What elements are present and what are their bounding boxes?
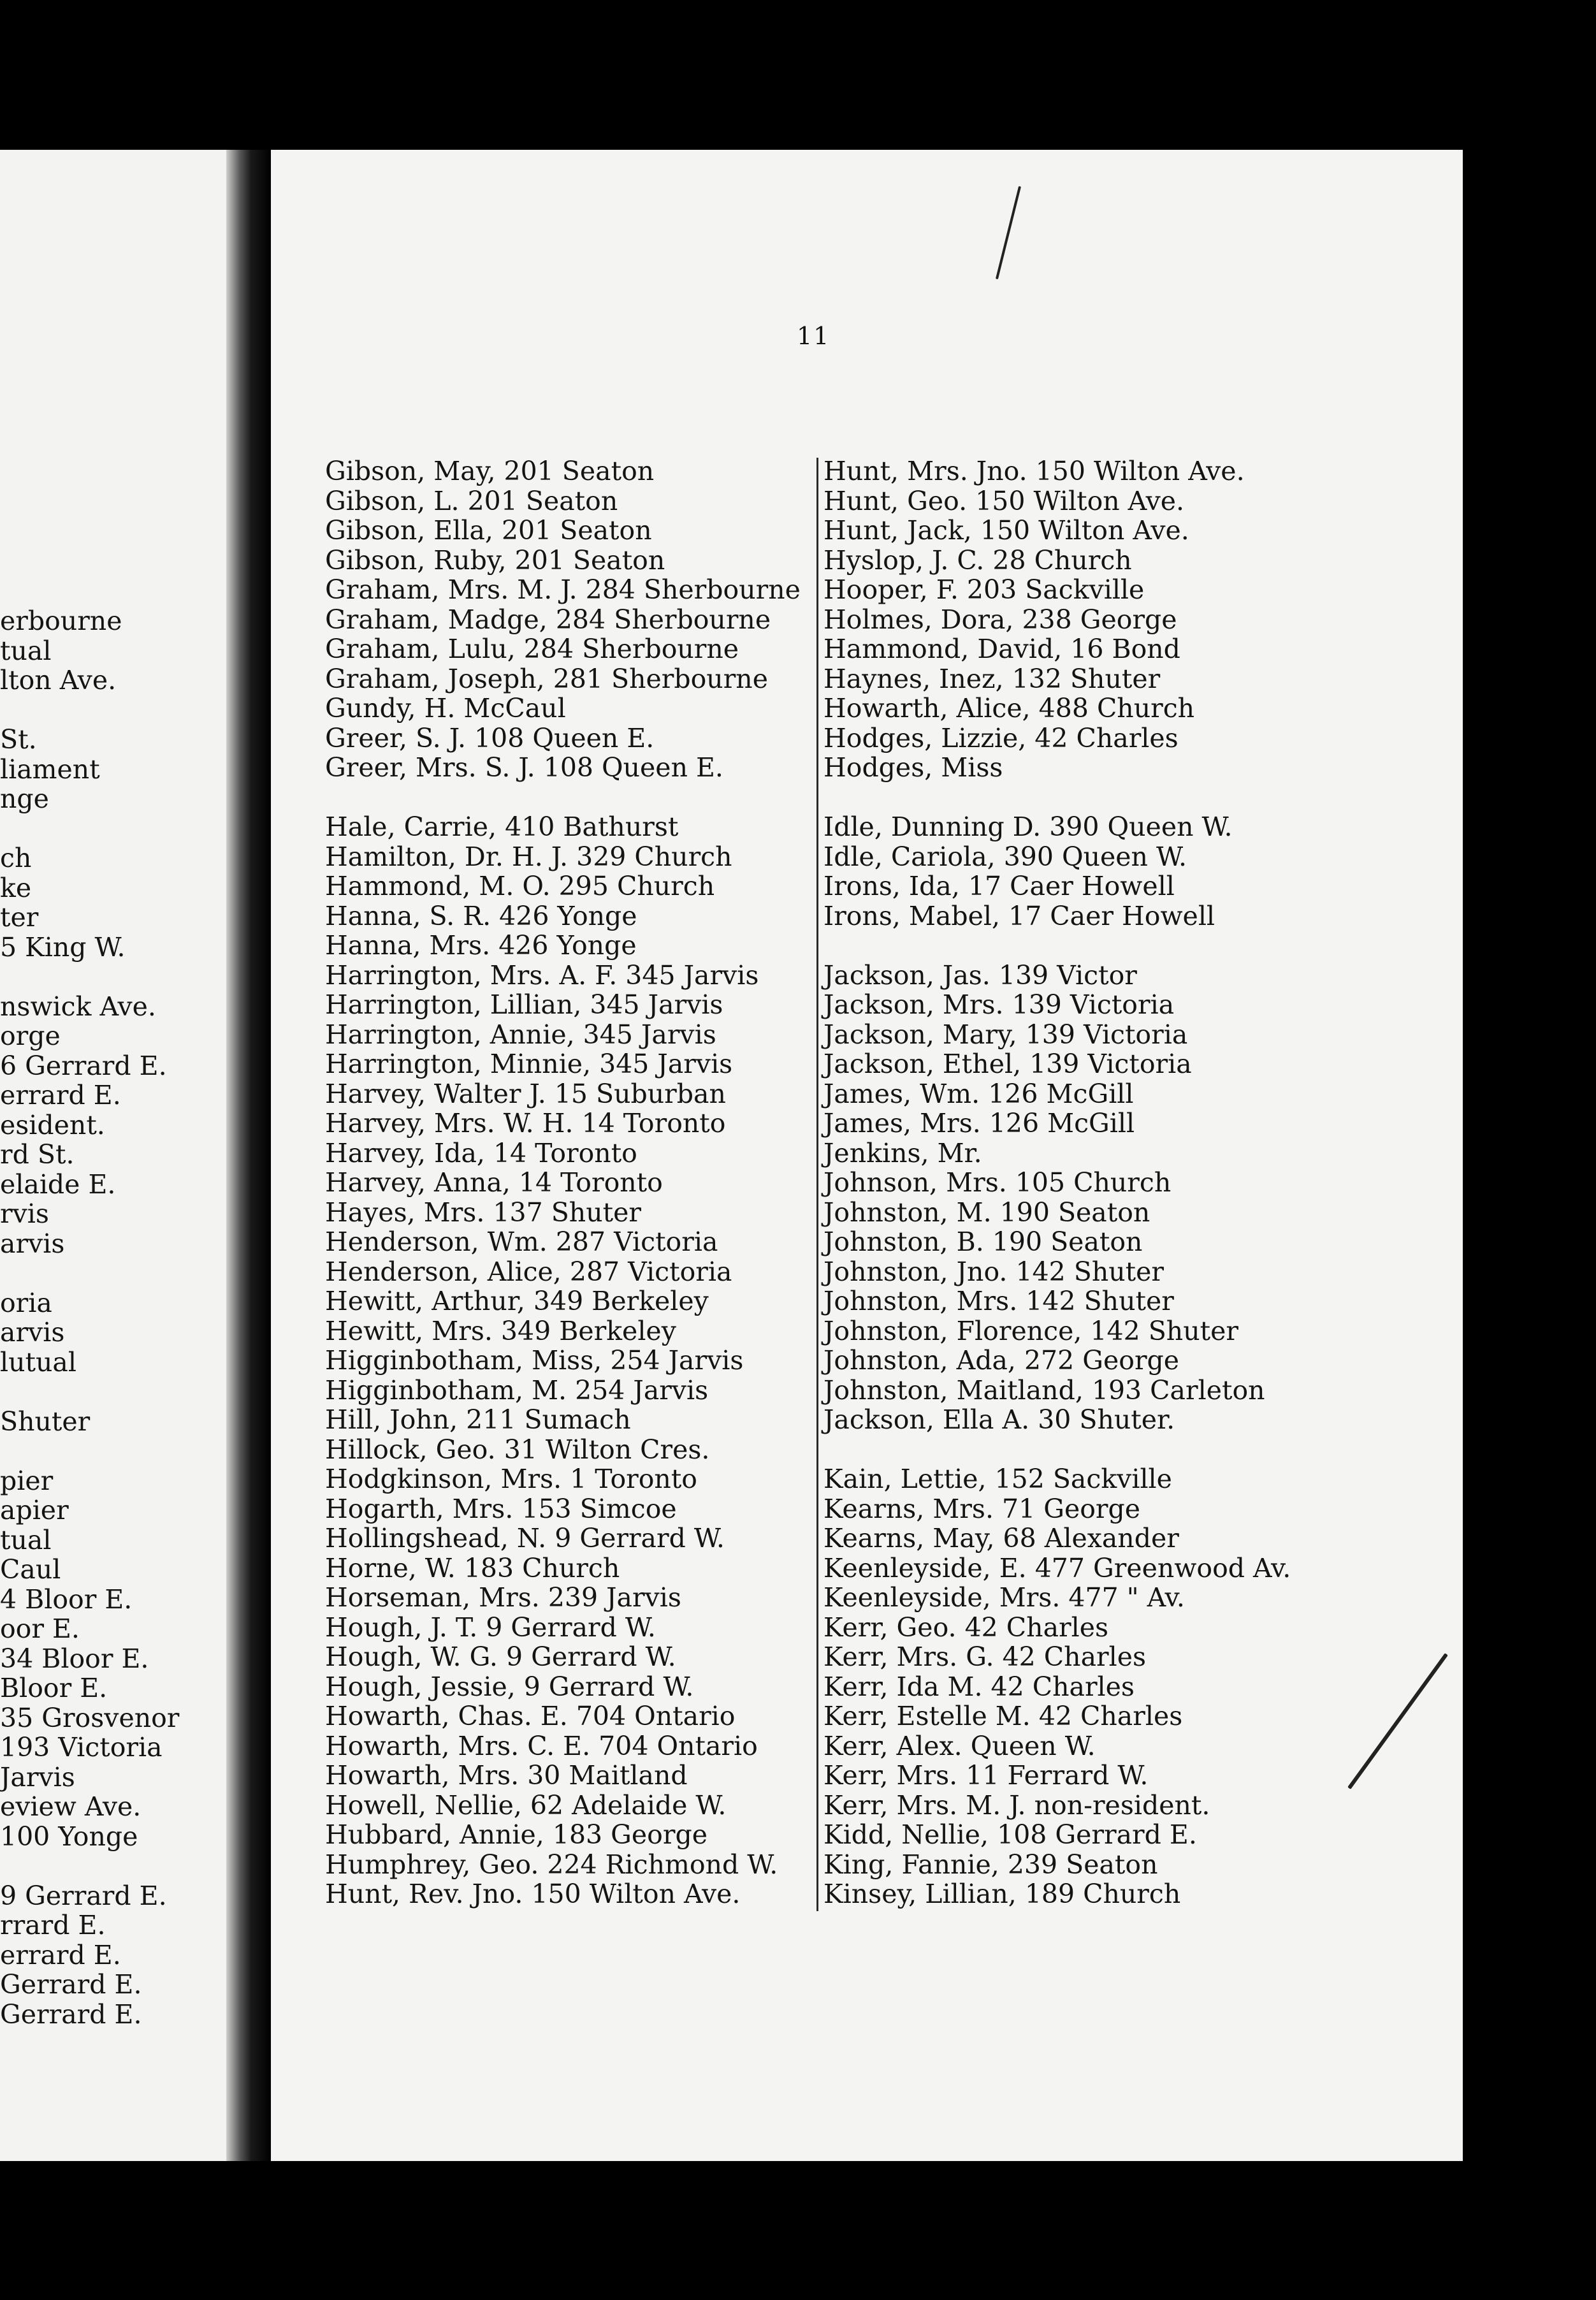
directory-entry: Kerr, Estelle M. 42 Charles <box>823 1701 1183 1731</box>
directory-entry: Harrington, Mrs. A. F. 345 Jarvis <box>325 959 759 991</box>
directory-entry: Bloor E. <box>0 1673 108 1703</box>
directory-entry: Idle, Cariola, 390 Queen W. <box>823 841 1187 872</box>
directory-entry: elaide E. <box>0 1168 116 1200</box>
directory-entry: Hale, Carrie, 410 Bathurst <box>325 812 679 842</box>
directory-entry: Hewitt, Mrs. 349 Berkeley <box>325 1315 676 1346</box>
directory-entry: Johnston, Maitland, 193 Carleton <box>823 1374 1265 1406</box>
directory-column-middle <box>325 456 809 1909</box>
directory-entry: Hewitt, Arthur, 349 Berkeley <box>325 1286 709 1316</box>
directory-entry: Gerrard E. <box>0 1998 142 2029</box>
directory-entry: Howell, Nellie, 62 Adelaide W. <box>325 1789 727 1821</box>
directory-entry: 9 Gerrard E. <box>0 1880 167 1911</box>
directory-entry: Greer, S. J. 108 Queen E. <box>325 722 655 753</box>
directory-entry: Hubbard, Annie, 183 George <box>325 1819 707 1850</box>
directory-entry: Johnston, Mrs. 142 Shuter <box>823 1286 1174 1316</box>
directory-entry: 193 Victoria <box>0 1732 163 1763</box>
left-page <box>0 150 250 2161</box>
book-gutter <box>226 150 271 2161</box>
directory-entry: Henderson, Wm. 287 Victoria <box>325 1226 718 1257</box>
left-page-fragment-column <box>0 606 250 2029</box>
directory-entry: Harvey, Ida, 14 Toronto <box>325 1137 637 1168</box>
entry-gap <box>0 1436 250 1466</box>
directory-entry: Jackson, Ella A. 30 Shuter. <box>823 1404 1175 1435</box>
directory-entry: Hodges, Miss <box>823 752 1003 783</box>
directory-entry: Kidd, Nellie, 108 Gerrard E. <box>823 1819 1197 1850</box>
directory-entry: 34 Bloor E. <box>0 1643 149 1674</box>
directory-entry: Hyslop, J. C. 28 Church <box>823 544 1132 576</box>
directory-entry: Holmes, Dora, 238 George <box>823 604 1177 635</box>
directory-entry: Graham, Madge, 284 Sherbourne <box>325 604 771 635</box>
directory-entry: Shuter <box>0 1406 91 1437</box>
directory-entry: Kearns, May, 68 Alexander <box>823 1523 1179 1554</box>
directory-entry: Keenleyside, E. 477 Greenwood Av. <box>823 1552 1291 1583</box>
directory-entry: Kerr, Ida M. 42 Charles <box>823 1671 1135 1702</box>
directory-entry: Johnston, Ada, 272 George <box>823 1345 1180 1376</box>
directory-entry: St. <box>0 724 37 755</box>
directory-entry: tual <box>0 1524 52 1555</box>
directory-entry: oria <box>0 1287 52 1318</box>
directory-entry: nswick Ave. <box>0 991 156 1022</box>
directory-entry: Hammond, M. O. 295 Church <box>325 871 715 901</box>
directory-entry: Higginbotham, M. 254 Jarvis <box>325 1374 709 1406</box>
directory-entry: Hanna, Mrs. 426 Yonge <box>325 930 637 961</box>
directory-entry: Jackson, Mrs. 139 Victoria <box>823 989 1175 1020</box>
directory-entry: Jackson, Mary, 139 Victoria <box>823 1019 1188 1050</box>
page-number: 11 <box>797 322 831 350</box>
entry-gap <box>0 1851 250 1881</box>
directory-entry: Hooper, F. 203 Sackville <box>823 574 1145 605</box>
directory-entry: 35 Grosvenor <box>0 1702 180 1733</box>
directory-entry: Gibson, May, 201 Seaton <box>325 456 655 486</box>
directory-entry: arvis <box>0 1228 65 1259</box>
entry-gap <box>325 783 809 813</box>
directory-entry: Harrington, Minnie, 345 Jarvis <box>325 1049 733 1079</box>
directory-entry: rd St. <box>0 1139 75 1170</box>
directory-entry: arvis <box>0 1317 65 1348</box>
directory-entry: Graham, Mrs. M. J. 284 Sherbourne <box>325 574 801 605</box>
directory-entry: Kain, Lettie, 152 Sackville <box>823 1464 1172 1494</box>
directory-entry: Gerrard E. <box>0 1969 142 2000</box>
directory-entry: Idle, Dunning D. 390 Queen W. <box>823 812 1233 842</box>
directory-entry: Kearns, Mrs. 71 George <box>823 1493 1141 1524</box>
directory-entry: Hollingshead, N. 9 Gerrard W. <box>325 1523 725 1554</box>
directory-entry: liament <box>0 753 100 785</box>
directory-column-right <box>823 456 1346 1909</box>
directory-entry: Harvey, Anna, 14 Toronto <box>325 1167 663 1198</box>
directory-entry: Greer, Mrs. S. J. 108 Queen E. <box>325 752 723 783</box>
directory-entry: Johnston, M. 190 Seaton <box>823 1197 1150 1228</box>
directory-entry: rvis <box>0 1198 49 1229</box>
directory-entry: Hayes, Mrs. 137 Shuter <box>325 1197 641 1228</box>
directory-entry: Henderson, Alice, 287 Victoria <box>325 1256 732 1287</box>
directory-entry: James, Mrs. 126 McGill <box>823 1108 1135 1139</box>
directory-entry: tual <box>0 635 52 666</box>
directory-entry: Irons, Mabel, 17 Caer Howell <box>823 900 1215 931</box>
directory-entry: Kerr, Mrs. M. J. non-resident. <box>823 1789 1210 1821</box>
directory-entry: Humphrey, Geo. 224 Richmond W. <box>325 1849 778 1880</box>
directory-entry: Gibson, Ella, 201 Seaton <box>325 515 652 546</box>
directory-entry: Hough, W. G. 9 Gerrard W. <box>325 1641 676 1672</box>
directory-entry: Hogarth, Mrs. 153 Simcoe <box>325 1493 677 1524</box>
directory-entry: Kerr, Geo. 42 Charles <box>823 1612 1109 1643</box>
directory-entry: Jackson, Ethel, 139 Victoria <box>823 1049 1192 1079</box>
directory-entry: erbourne <box>0 606 122 636</box>
directory-entry: Harvey, Mrs. W. H. 14 Toronto <box>325 1108 726 1139</box>
directory-entry: Caul <box>0 1554 61 1585</box>
directory-entry: Johnston, Florence, 142 Shuter <box>823 1315 1238 1346</box>
directory-entry: Horne, W. 183 Church <box>325 1552 620 1583</box>
directory-entry: pier <box>0 1465 54 1496</box>
directory-entry: Hillock, Geo. 31 Wilton Cres. <box>325 1434 710 1465</box>
directory-entry: 4 Bloor E. <box>0 1583 133 1615</box>
directory-entry: Hodgkinson, Mrs. 1 Toronto <box>325 1464 697 1494</box>
directory-entry: Howarth, Chas. E. 704 Ontario <box>325 1701 736 1731</box>
directory-entry: Harrington, Lillian, 345 Jarvis <box>325 989 723 1020</box>
directory-entry: lton Ave. <box>0 665 117 695</box>
directory-entry: Haynes, Inez, 132 Shuter <box>823 663 1161 694</box>
entry-gap <box>0 695 250 725</box>
directory-entry: Hough, J. T. 9 Gerrard W. <box>325 1612 656 1643</box>
directory-entry: Hunt, Jack, 150 Wilton Ave. <box>823 515 1189 546</box>
directory-entry: Hunt, Geo. 150 Wilton Ave. <box>823 485 1185 516</box>
entry-gap <box>0 814 250 844</box>
directory-entry: Johnson, Mrs. 105 Church <box>823 1167 1172 1198</box>
directory-entry: Hunt, Rev. Jno. 150 Wilton Ave. <box>325 1879 741 1909</box>
directory-entry: nge <box>0 783 49 814</box>
directory-entry: Gibson, Ruby, 201 Seaton <box>325 544 665 576</box>
directory-entry: Kerr, Mrs. 11 Ferrard W. <box>823 1760 1149 1791</box>
directory-entry: Jackson, Jas. 139 Victor <box>823 959 1137 991</box>
directory-entry: Keenleyside, Mrs. 477 " Av. <box>823 1582 1185 1613</box>
directory-entry: Gibson, L. 201 Seaton <box>325 485 618 516</box>
directory-entry: lutual <box>0 1346 76 1378</box>
directory-entry: Jenkins, Mr. <box>823 1137 982 1168</box>
directory-entry: Johnston, Jno. 142 Shuter <box>823 1256 1164 1287</box>
directory-entry: esident. <box>0 1109 105 1140</box>
directory-entry: 6 Gerrard E. <box>0 1050 167 1081</box>
directory-entry: Hammond, David, 16 Bond <box>823 634 1180 664</box>
directory-entry: Gundy, H. McCaul <box>325 693 566 724</box>
directory-entry: Jarvis <box>0 1761 75 1793</box>
entry-gap <box>823 1435 1346 1465</box>
directory-entry: 5 King W. <box>0 931 126 963</box>
directory-entry: Kinsey, Lillian, 189 Church <box>823 1879 1181 1909</box>
directory-entry: Howarth, Mrs. 30 Maitland <box>325 1760 688 1791</box>
directory-entry: Hough, Jessie, 9 Gerrard W. <box>325 1671 694 1702</box>
directory-entry: rrard E. <box>0 1910 106 1940</box>
directory-entry: Irons, Ida, 17 Caer Howell <box>823 871 1175 901</box>
directory-entry: Harvey, Walter J. 15 Suburban <box>325 1078 726 1109</box>
entry-gap <box>823 783 1346 813</box>
directory-entry: Hanna, S. R. 426 Yonge <box>325 900 637 931</box>
directory-entry: ch <box>0 843 32 873</box>
directory-entry: orge <box>0 1021 61 1051</box>
directory-entry: oor E. <box>0 1613 80 1644</box>
directory-entry: Hill, John, 211 Sumach <box>325 1404 631 1435</box>
directory-entry: Horseman, Mrs. 239 Jarvis <box>325 1582 681 1613</box>
directory-entry: Kerr, Alex. Queen W. <box>823 1730 1096 1761</box>
entry-gap <box>0 1258 250 1288</box>
directory-entry: Howarth, Mrs. C. E. 704 Ontario <box>325 1730 758 1761</box>
directory-entry: James, Wm. 126 McGill <box>823 1078 1134 1109</box>
directory-entry: Kerr, Mrs. G. 42 Charles <box>823 1641 1147 1672</box>
directory-entry: Graham, Joseph, 281 Sherbourne <box>325 663 768 694</box>
column-divider <box>816 458 818 1911</box>
directory-entry: 100 Yonge <box>0 1821 138 1852</box>
directory-entry: Hodges, Lizzie, 42 Charles <box>823 722 1179 753</box>
directory-entry: Graham, Lulu, 284 Sherbourne <box>325 634 739 664</box>
directory-entry: Hunt, Mrs. Jno. 150 Wilton Ave. <box>823 456 1245 486</box>
directory-entry: apier <box>0 1495 69 1525</box>
directory-entry: errard E. <box>0 1080 121 1110</box>
entry-gap <box>823 931 1346 961</box>
directory-entry: ter <box>0 902 39 933</box>
entry-gap <box>0 962 250 992</box>
directory-entry: errard E. <box>0 1939 121 1970</box>
directory-entry: eview Ave. <box>0 1791 141 1822</box>
directory-entry: Howarth, Alice, 488 Church <box>823 693 1195 724</box>
directory-entry: Johnston, B. 190 Seaton <box>823 1226 1143 1257</box>
directory-entry: Harrington, Annie, 345 Jarvis <box>325 1019 716 1050</box>
directory-entry: Higginbotham, Miss, 254 Jarvis <box>325 1345 744 1376</box>
directory-entry: Hamilton, Dr. H. J. 329 Church <box>325 841 732 872</box>
directory-entry: King, Fannie, 239 Seaton <box>823 1849 1158 1880</box>
directory-entry: ke <box>0 872 32 903</box>
entry-gap <box>0 1377 250 1407</box>
